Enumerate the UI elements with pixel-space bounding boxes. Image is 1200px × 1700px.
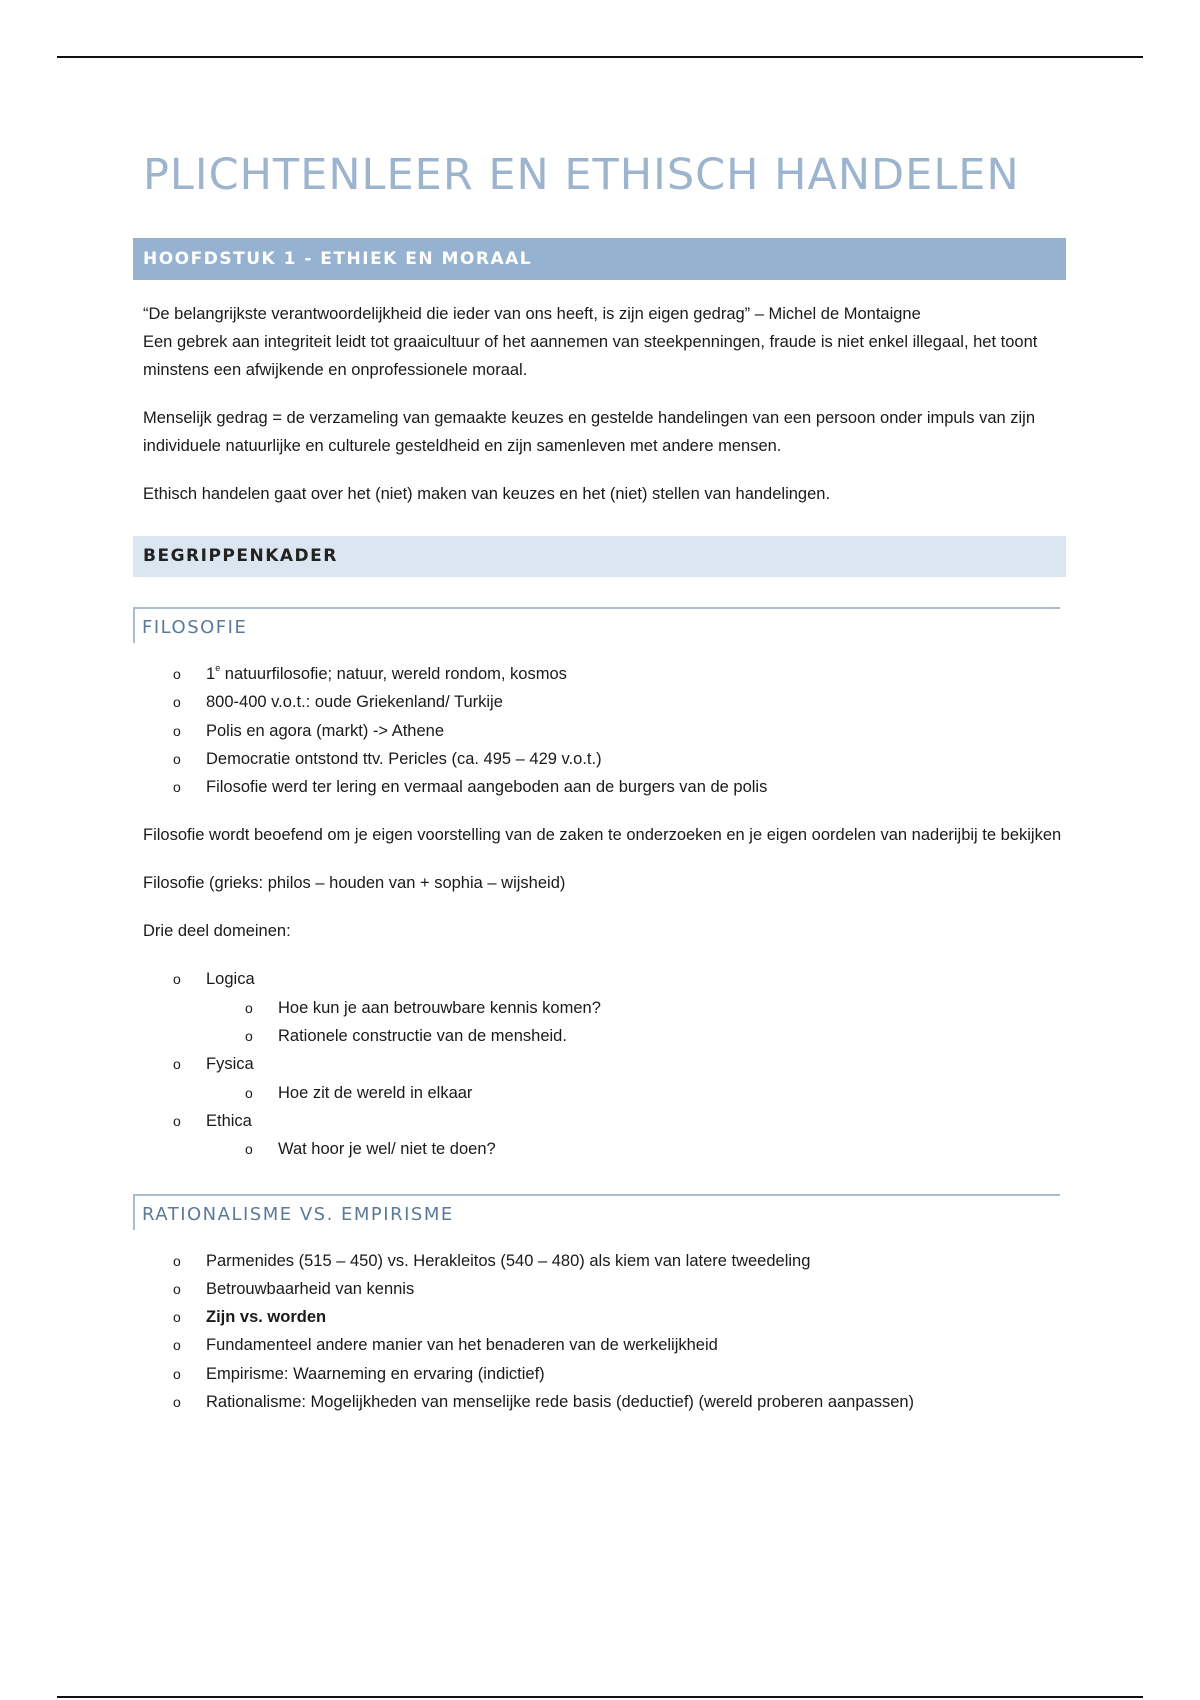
intro-block [133, 300, 1073, 508]
sub-list-item: o Rationele constructie van de mensheid. [133, 1022, 1073, 1050]
chapter-heading: HOOFDSTUK 1 - ETHIEK EN MORAAL [133, 238, 1066, 280]
list-item: o Logica [133, 965, 1073, 993]
circle-bullet-icon: o [173, 971, 181, 988]
integrity-text: Een gebrek aan integriteit leidt tot graaicultuur of het aannemen van steekpenningen, fraude is niet enkel illegaal, het toont minstens een afwijkende en onprofessionele moraal. [143, 333, 1038, 379]
circle-bullet-icon: o [173, 779, 181, 796]
domains-list [133, 965, 1073, 1163]
circle-bullet-icon: o [173, 1337, 181, 1354]
subsection-heading-filosofie: FILOSOFIE [133, 607, 1060, 643]
intro-paragraph-2: Menselijk gedrag = de verzameling van gemaakte keuzes en gestelde handelingen van een persoon onder impuls van zijn individuele natuurlijke en culturele gesteldheid en zijn samenleven met andere mensen. [143, 409, 1036, 455]
filosofie-bullet-list [133, 660, 1073, 801]
circle-bullet-icon: o [173, 694, 181, 711]
circle-bullet-icon: o [245, 1141, 253, 1158]
section-heading-begrippenkader: BEGRIPPENKADER [133, 536, 1066, 577]
sub-list-item: o Wat hoor je wel/ niet te doen? [133, 1135, 1073, 1163]
list-item: o Fysica [133, 1050, 1073, 1078]
document-title: PLICHTENLEER EN ETHISCH HANDELEN [143, 150, 1020, 200]
list-item: o Democratie ontstond ttv. Pericles (ca. 495 – 429 v.o.t.) [133, 745, 1073, 773]
filosofie-paragraphs [133, 821, 1073, 945]
sub-list-item: o Hoe zit de wereld in elkaar [133, 1079, 1073, 1107]
circle-bullet-icon: o [245, 999, 253, 1016]
filosofie-paragraph-3: Drie deel domeinen: [143, 922, 291, 941]
list-item: o Fundamenteel andere manier van het benaderen van de werkelijkheid [133, 1331, 1073, 1359]
list-item: o Zijn vs. worden [133, 1303, 1073, 1331]
circle-bullet-icon: o [173, 1252, 181, 1269]
circle-bullet-icon: o [245, 1084, 253, 1101]
circle-bullet-icon: o [173, 1365, 181, 1382]
list-item: o Rationalisme: Mogelijkheden van menselijke rede basis (deductief) (wereld proberen aanpassen) [133, 1388, 1073, 1416]
circle-bullet-icon: o [173, 1056, 181, 1073]
list-item: o Empirisme: Waarneming en ervaring (indictief) [133, 1360, 1073, 1388]
rationalisme-bullet-list [133, 1247, 1073, 1417]
intro-paragraph-3: Ethisch handelen gaat over het (niet) maken van keuzes en het (niet) stellen van handelingen. [143, 485, 831, 503]
circle-bullet-icon: o [173, 1280, 181, 1297]
sub-list-item: o Hoe kun je aan betrouwbare kennis komen? [133, 994, 1073, 1022]
filosofie-paragraph-2: Filosofie (grieks: philos – houden van + sophia – wijsheid) [143, 874, 566, 893]
circle-bullet-icon: o [173, 1112, 181, 1129]
circle-bullet-icon: o [173, 722, 181, 739]
circle-bullet-icon: o [173, 666, 181, 682]
list-item: o Filosofie werd ter lering en vermaal aangeboden aan de burgers van de polis [133, 773, 1073, 801]
footer-rule [57, 1696, 1143, 1698]
list-item: o 800-400 v.o.t.: oude Griekenland/ Turkije [133, 688, 1073, 716]
list-item: o 1e natuurfilosofie; natuur, wereld rondom, kosmos [133, 660, 1073, 688]
circle-bullet-icon: o [173, 750, 181, 767]
list-item: o Parmenides (515 – 450) vs. Herakleitos (540 – 480) als kiem van latere tweedeling [133, 1247, 1073, 1275]
circle-bullet-icon: o [173, 1309, 181, 1326]
montaigne-quote: “De belangrijkste verantwoordelijkheid die ieder van ons heeft, is zijn eigen gedrag” – Michel de Montaigne [143, 305, 921, 323]
circle-bullet-icon: o [173, 1394, 181, 1411]
subsection-heading-rationalisme: RATIONALISME VS. EMPIRISME [133, 1194, 1060, 1230]
list-item: o Ethica [133, 1107, 1073, 1135]
list-item: o Polis en agora (markt) -> Athene [133, 717, 1073, 745]
intro-paragraph-1 [143, 300, 1063, 384]
header-rule [57, 56, 1143, 58]
filosofie-paragraph-1: Filosofie wordt beoefend om je eigen voorstelling van de zaken te onderzoeken en je eigen oordelen van naderijbij te bekijken [143, 826, 1062, 845]
list-item: o Betrouwbaarheid van kennis [133, 1275, 1073, 1303]
document-body [133, 145, 1073, 1416]
circle-bullet-icon: o [245, 1028, 253, 1045]
